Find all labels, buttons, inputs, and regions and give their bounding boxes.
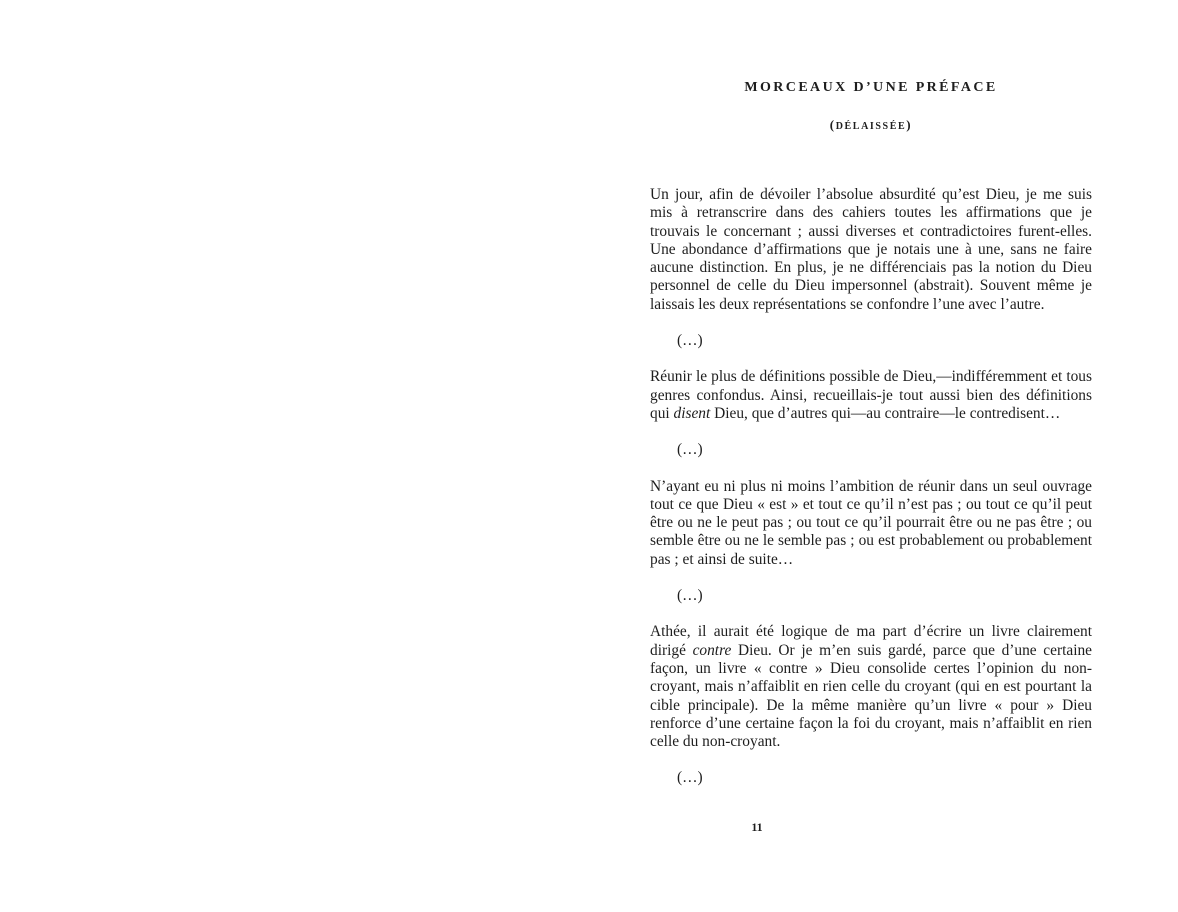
chapter-title: MORCEAUX D’UNE PRÉFACE [744,80,998,95]
subtitle-word: délaissée [835,118,907,133]
paragraph-3: N’ayant eu ni plus ni moins l’ambition de réunir dans un seul ouvrage tout ce que Dieu « est » et tout ce qu’il n’est pas ; ou tout ce qu’il peut être ou ne le peut pas ; ou tout ce qu’il pourrait être ou ne pas être ; ou semble être ou ne le semble pas ; ou est probablement ou probablement pas ; et ainsi de suite… [650,477,1092,568]
paragraph-4-part-a: Athée, il aurait été logique de ma part d’écrire un livre clairement dirigé [650,623,1092,659]
body-text [650,186,1092,806]
paragraph-1: Un jour, afin de dévoiler l’absolue absurdité qu’est Dieu, je me suis mis à retranscrire dans des cahiers toutes les affirmations que je trouvais le concernant ; aussi diverses et contradictoires furent-elles. Une abondance d’affirmations que je notais une à une, sans ne faire aucune distinction. En plus, je ne différenciais pas la notion du Dieu personnel de celle du Dieu impersonnel (abstrait). Souvent même je laissais les deux représentations se confondre l’une avec l’autre. [650,186,1092,313]
subtitle-open-paren: ( [829,117,836,132]
paragraph-4-emphasis: contre [692,641,732,659]
paragraph-4 [650,623,1092,751]
chapter-subtitle [650,117,1092,134]
paragraph-2-part-b: Dieu, que d’autres qui—au contraire—le contredisent… [710,404,1061,422]
page-number: 11 [751,820,763,834]
paragraph-2-part-a: Réunir le plus de définitions possible de Dieu,—indifféremment et tous genres confondus. Ainsi, recueillais-je tout aussi bien des définitions qui [650,368,1092,422]
ellipsis-separator-3: (…) [677,587,703,605]
subtitle-close-paren: ) [906,117,913,132]
paragraph-2 [650,368,1092,423]
ellipsis-separator-2: (…) [677,441,703,459]
paragraph-4-part-b: Dieu. Or je m’en suis gardé, parce que d’une certaine façon, un livre « contre » Dieu consolide certes l’opinion du non-croyant, mais n’affaiblit en rien celle du croyant (qui en est pourtant la cible principale). De la même manière qu’un livre « pour » Dieu renforce d’une certaine façon la foi du croyant, mais n’affaiblit en rien celle du non-croyant. [650,641,1093,751]
paragraph-2-emphasis: disent [673,404,711,422]
ellipsis-separator-1: (…) [677,332,703,350]
ellipsis-separator-4: (…) [677,769,703,787]
